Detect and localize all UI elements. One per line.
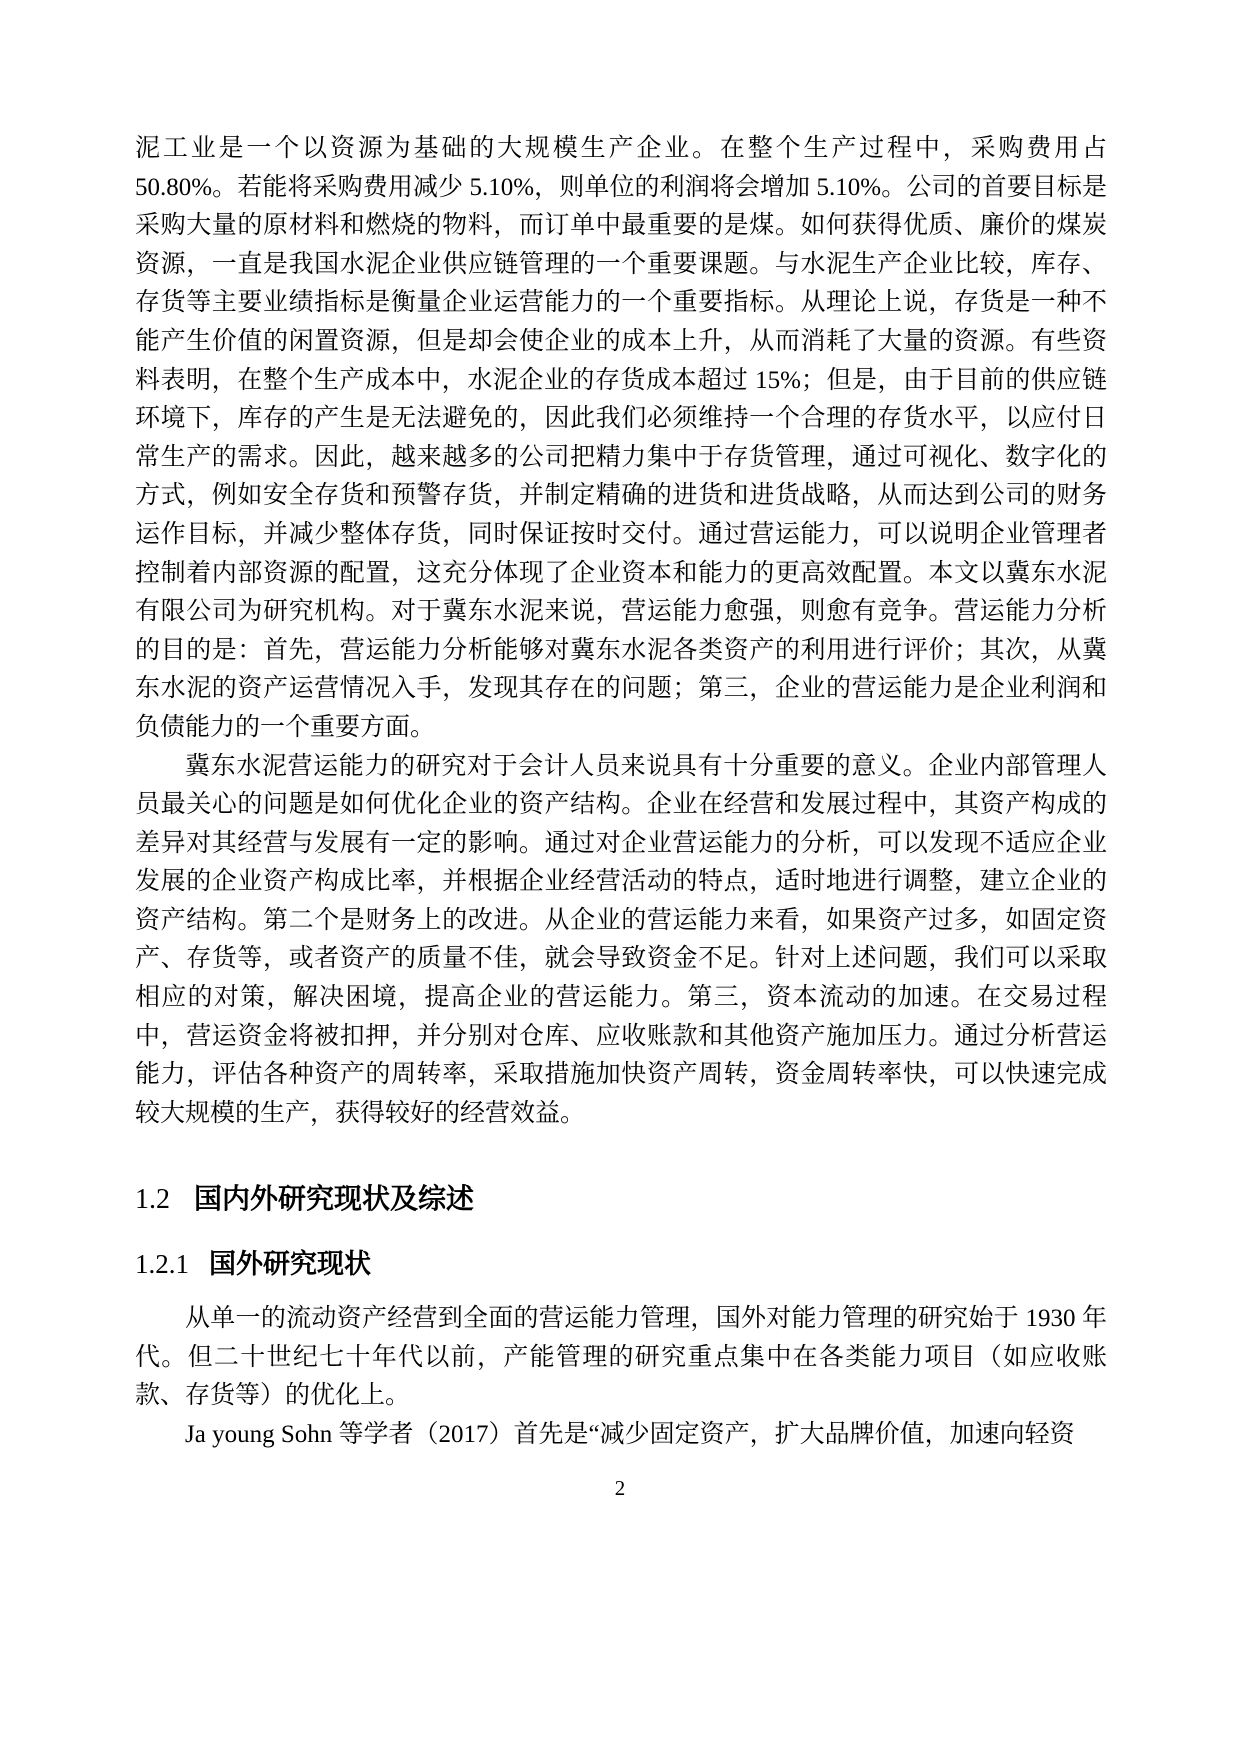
section-number: 1.2 xyxy=(135,1184,170,1216)
subsection-number: 1.2.1 xyxy=(135,1248,189,1279)
section-title: 国内外研究现状及综述 xyxy=(194,1183,475,1215)
subsection-heading xyxy=(135,1246,1107,1282)
body-paragraph-1: 泥工业是一个以资源为基础的大规模生产企业。在整个生产过程中，采购费用占 50.80%。若能将采购费用减少 5.10%，则单位的利润将会增加 5.10%。公司的首要目标是采购大量的原材料和燃烧的物料，而订单中最重要的是煤。如何获得优质、廉价的煤炭资源，一直是我国水泥企业供应链管理的一个重要课题。与水泥生产企业比较，库存、存货等主要业绩指标是衡量企业运营能力的一个重要指标。从理论上说，存货是一种不能产生价值的闲置资源，但是却会使企业的成本上升，从而消耗了大量的资源。有些资料表明，在整个生产成本中，水泥企业的存货成本超过 15%；但是，由于目前的供应链环境下，库存的产生是无法避免的，因此我们必须维持一个合理的存货水平，以应付日常生产的需求。因此，越来越多的公司把精力集中于存货管理，通过可视化、数字化的方式，例如安全存货和预警存货，并制定精确的进货和进货战略，从而达到公司的财务运作目标，并减少整体存货，同时保证按时交付。通过营运能力，可以说明企业管理者控制着内部资源的配置，这充分体现了企业资本和能力的更高效配置。本文以冀东水泥有限公司为研究机构。对于冀东水泥来说，营运能力愈强，则愈有竞争。营运能力分析的目的是：首先，营运能力分析能够对冀东水泥各类资产的利用进行评价；其次，从冀东水泥的资产运营情况入手，发现其存在的问题；第三，企业的营运能力是企业利润和负债能力的一个重要方面。 xyxy=(135,135,1107,741)
body-paragraph-4: Ja young Sohn 等学者（2017）首先是“减少固定资产，扩大品牌价值，加速向轻资 xyxy=(185,1420,1075,1448)
body-paragraph-3: 从单一的流动资产经营到全面的营运能力管理，国外对能力管理的研究始于 1930 年代。但二十世纪七十年代以前，产能管理的研究重点集中在各类能力项目（如应收账款、存货等）的优化上。 xyxy=(135,1305,1107,1410)
page-number: 2 xyxy=(614,1476,626,1500)
section-heading xyxy=(135,1179,1107,1219)
subsection-title: 国外研究现状 xyxy=(209,1248,371,1279)
body-paragraph-2: 冀东水泥营运能力的研究对于会计人员来说具有十分重要的意义。企业内部管理人员最关心的问题是如何优化企业的资产结构。企业在经营和发展过程中，其资产构成的差异对其经营与发展有一定的影响。通过对企业营运能力的分析，可以发现不适应企业发展的企业资产构成比率，并根据企业经营活动的特点，适时地进行调整，建立企业的资产结构。第二个是财务上的改进。从企业的营运能力来看，如果资产过多，如固定资产、存货等，或者资产的质量不佳，就会导致资金不足。针对上述问题，我们可以采取相应的对策，解决困境，提高企业的营运能力。第三，资本流动的加速。在交易过程中，营运资金将被扣押，并分别对仓库、应收账款和其他资产施加压力。通过分析营运能力，评估各种资产的周转率，采取措施加快资产周转，资金周转率快，可以快速完成较大规模的生产，获得较好的经营效益。 xyxy=(135,752,1107,1127)
